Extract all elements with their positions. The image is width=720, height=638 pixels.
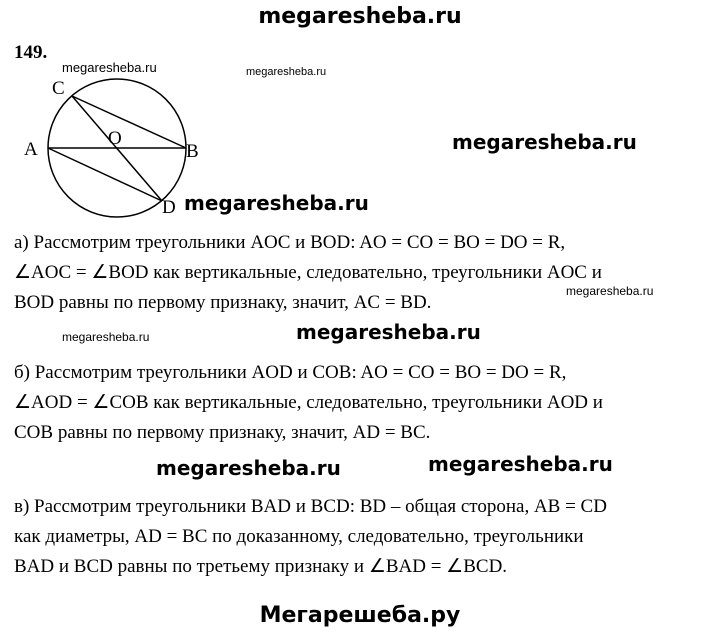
site-header: megaresheba.ru <box>258 4 462 29</box>
watermark: megaresheba.ru <box>156 456 341 480</box>
site-footer: Мегарешеба.ру <box>259 603 461 628</box>
chord-cb <box>72 96 186 148</box>
text-line: в) Рассмотрим треугольники BAD и BCD: BD – общая сторона, AB = CD <box>14 496 607 517</box>
solution-part-b <box>14 358 714 448</box>
text-line: б) Рассмотрим треугольники AOD и COB: AO = CO = BO = DO = R, <box>14 362 567 383</box>
watermark: megaresheba.ru <box>296 320 481 344</box>
solution-part-a <box>14 228 714 318</box>
text-line: а) Рассмотрим треугольники AOC и BOD: AO = CO = BO = DO = R, <box>14 232 566 253</box>
text-line: ∠AOD = ∠COB как вертикальные, следовательно, треугольники AOD и <box>14 392 603 413</box>
label-d: D <box>162 197 176 218</box>
label-c: C <box>52 78 65 99</box>
problem-number: 149. <box>14 42 48 63</box>
watermark: megaresheba.ru <box>566 284 654 298</box>
text-line: BAD и BCD равны по третьему признаку и ∠BAD = ∠BCD. <box>14 556 508 577</box>
watermark: megaresheba.ru <box>428 452 613 476</box>
label-o: O <box>108 128 122 149</box>
text-line: BOD равны по первому признаку, значит, AC = BD. <box>14 292 432 313</box>
text-line: COB равны по первому признаку, значит, AD = BC. <box>14 422 431 443</box>
watermark: megaresheba.ru <box>184 191 369 215</box>
solution-part-c <box>14 492 714 582</box>
label-a: A <box>24 139 38 160</box>
text-line: как диаметры, AD = BC по доказанному, следовательно, треугольники <box>14 526 584 547</box>
watermark: megaresheba.ru <box>62 60 157 75</box>
text-line: ∠AOC = ∠BOD как вертикальные, следовательно, треугольники AOC и <box>14 262 602 283</box>
watermark: megaresheba.ru <box>452 130 637 154</box>
watermark: megaresheba.ru <box>246 66 327 78</box>
watermark: megaresheba.ru <box>62 330 150 344</box>
label-b: B <box>186 141 199 162</box>
